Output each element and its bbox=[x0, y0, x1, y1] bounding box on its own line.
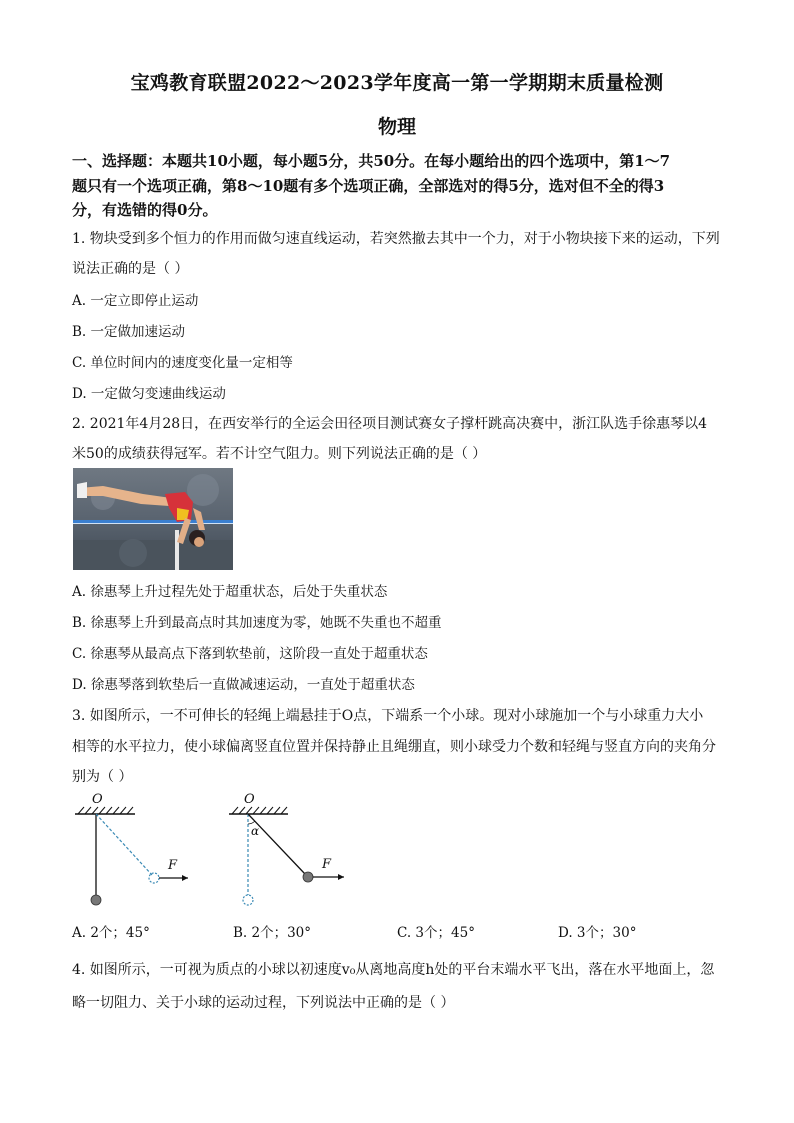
q3-option-a: A. 2个；45° bbox=[72, 925, 150, 941]
q2-option-d: D. 徐惠琴落到软垫后一直做减速运动，一直处于超重状态 bbox=[72, 677, 415, 693]
q3-figure-left-label-o: O bbox=[92, 792, 103, 807]
q4-stem-line-2: 略一切阻力、关于小球的运动过程，下列说法中正确的是（ ） bbox=[72, 995, 455, 1011]
q3-figure-left-label-f: F bbox=[168, 858, 178, 873]
q4-stem-line-1: 4. 如图所示，一可视为质点的小球以初速度v₀从离地高度h处的平台末端水平飞出，落在水平地面上，忽 bbox=[72, 962, 715, 978]
q3-stem-line-3: 别为（ ） bbox=[72, 769, 133, 785]
q3-figure-right-label-alpha: α bbox=[251, 824, 260, 838]
q3-figure-right-label-o: O bbox=[244, 792, 255, 807]
pole-vault-photo bbox=[73, 468, 233, 570]
exam-subject: 物理 bbox=[377, 116, 416, 138]
q3-figure-right bbox=[226, 792, 356, 912]
q1-option-c: C. 单位时间内的速度变化量一定相等 bbox=[72, 355, 293, 371]
q3-figure-left bbox=[70, 792, 200, 912]
q3-figure-right-label-f: F bbox=[322, 857, 332, 872]
q3-option-c: C. 3个；45° bbox=[397, 925, 475, 941]
q1-stem-line-2: 说法正确的是（ ） bbox=[72, 261, 189, 277]
q3-option-b: B. 2个；30° bbox=[233, 925, 312, 941]
q3-stem-line-2: 相等的水平拉力，使小球偏离竖直位置并保持静止且绳绷直，则小球受力个数和轻绳与竖直方向的夹角分 bbox=[72, 739, 716, 755]
section-instructions-line-1: 一、选择题：本题共10小题，每小题5分，共50分。在每小题给出的四个选项中，第1～7 bbox=[72, 152, 671, 170]
q2-stem-line-2: 米50的成绩获得冠军。若不计空气阻力。则下列说法正确的是（ ） bbox=[72, 446, 487, 462]
section-instructions-line-3: 分，有选错的得0分。 bbox=[72, 201, 218, 219]
q2-option-b: B. 徐惠琴上升到最高点时其加速度为零，她既不失重也不超重 bbox=[72, 615, 442, 631]
q1-option-b: B. 一定做加速运动 bbox=[72, 324, 186, 340]
q1-stem-line-1: 1. 物块受到多个恒力的作用而做匀速直线运动，若突然撤去其中一个力，对于小物块接下来的运动，下列 bbox=[72, 231, 720, 247]
exam-title: 宝鸡教育联盟2022～2023学年度高一第一学期期末质量检测 bbox=[130, 72, 664, 94]
q3-option-d: D. 3个；30° bbox=[558, 925, 637, 941]
section-instructions-line-2: 题只有一个选项正确，第8～10题有多个选项正确，全部选对的得5分，选对但不全的得3 bbox=[72, 177, 665, 195]
q2-stem-line-1: 2. 2021年4月28日，在西安举行的全运会田径项目测试赛女子撑杆跳高决赛中，浙江队选手徐惠琴以4 bbox=[72, 416, 708, 432]
q2-option-a: A. 徐惠琴上升过程先处于超重状态，后处于失重状态 bbox=[72, 584, 388, 600]
q1-option-a: A. 一定立即停止运动 bbox=[72, 293, 199, 309]
q2-option-c: C. 徐惠琴从最高点下落到软垫前，这阶段一直处于超重状态 bbox=[72, 646, 428, 662]
q3-stem-line-1: 3. 如图所示，一不可伸长的轻绳上端悬挂于O点，下端系一个小球。现对小球施加一个与小球重力大小 bbox=[72, 708, 704, 724]
q1-option-d: D. 一定做匀变速曲线运动 bbox=[72, 386, 226, 402]
